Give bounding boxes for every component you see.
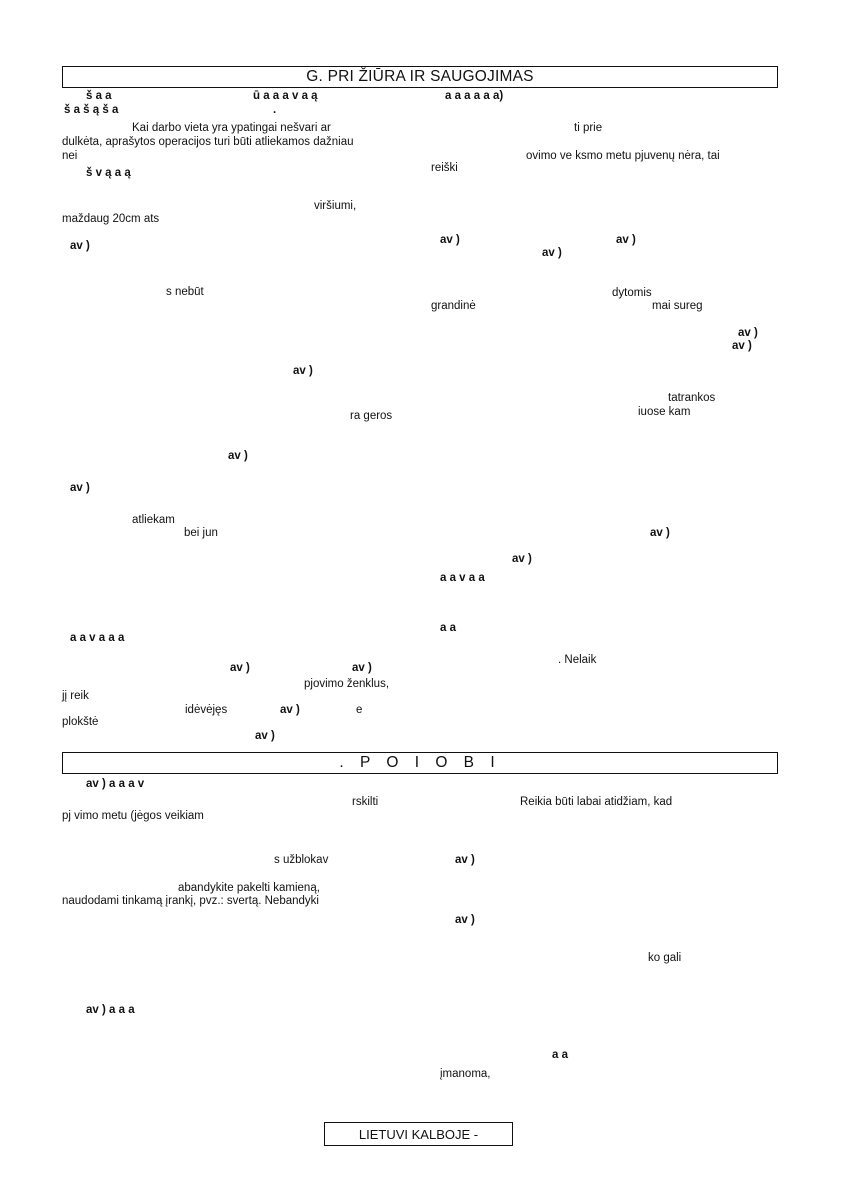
text-fragment: av ) — [455, 854, 475, 866]
text-fragment: dulkėta, aprašytos operacijos turi būti atliekamos dažniau — [62, 136, 354, 148]
text-fragment: ko gali — [648, 952, 682, 964]
text-fragment: av ) — [255, 730, 275, 742]
text-fragment: e — [356, 704, 363, 716]
text-fragment: a a a a a a) — [445, 90, 504, 102]
text-fragment: iuose kam — [638, 406, 691, 418]
text-fragment: av ) — [230, 662, 250, 674]
text-fragment: Kai darbo vieta yra ypatingai nešvari ar — [132, 122, 331, 134]
text-fragment: bei jun — [184, 527, 218, 539]
text-fragment: nei — [62, 150, 78, 162]
text-fragment: av ) — [70, 482, 90, 494]
text-fragment: ra geros — [350, 410, 393, 422]
section-h-heading — [62, 752, 778, 774]
text-fragment: tatrankos — [668, 392, 716, 404]
text-fragment: s nebūt — [166, 286, 204, 298]
section-h-title: . P O I O B I — [339, 754, 501, 771]
text-fragment: pj vimo metu (jėgos veikiam — [62, 810, 204, 822]
text-fragment: ovimo ve ksmo metu pjuvenų nėra, tai — [526, 150, 720, 162]
text-fragment: reiški — [431, 162, 458, 174]
text-fragment: av ) — [280, 704, 300, 716]
text-fragment: av ) — [228, 450, 248, 462]
text-fragment: ū a a a v a ą — [253, 90, 318, 102]
text-fragment: av ) — [732, 340, 752, 352]
text-fragment: pjovimo ženklus, — [304, 678, 390, 690]
text-fragment: av ) — [440, 234, 460, 246]
text-fragment: av ) — [352, 662, 372, 674]
text-fragment: av ) — [650, 527, 670, 539]
text-fragment: abandykite pakelti kamieną, — [178, 882, 320, 894]
text-fragment: av ) — [512, 553, 532, 565]
text-fragment: Reikia būti labai atidžiam, kad — [520, 796, 673, 808]
text-fragment: a a — [440, 622, 456, 634]
text-fragment: mai sureg — [652, 300, 703, 312]
footer-language-label — [324, 1122, 513, 1146]
text-fragment: įmanoma, — [440, 1068, 491, 1080]
text-fragment: s užblokav — [274, 854, 329, 866]
text-fragment: a a v a a a — [70, 632, 125, 644]
text-fragment: plokštė — [62, 716, 99, 728]
text-fragment: av ) a a a — [86, 1004, 135, 1016]
text-fragment: av ) — [542, 247, 562, 259]
text-fragment: . — [273, 104, 277, 116]
text-fragment: av ) — [738, 327, 758, 339]
text-fragment: a a v a a — [440, 572, 485, 584]
text-fragment: maždaug 20cm ats — [62, 213, 160, 225]
text-fragment: viršiumi, — [314, 200, 357, 212]
text-fragment: av ) — [616, 234, 636, 246]
text-fragment: av ) — [70, 240, 90, 252]
text-fragment: av ) — [455, 914, 475, 926]
text-fragment: š a a — [86, 90, 112, 102]
text-fragment: dytomis — [612, 287, 652, 299]
text-fragment: av ) — [293, 365, 313, 377]
section-g-title: G. PRI ŽIŪRA IR SAUGOJIMAS — [306, 68, 534, 85]
text-fragment: idėvėjęs — [185, 704, 228, 716]
text-fragment: rskilti — [352, 796, 379, 808]
text-fragment: jį reik — [62, 690, 89, 702]
text-fragment: ti prie — [574, 122, 603, 134]
text-fragment: grandinė — [431, 300, 476, 312]
text-fragment: a a — [552, 1049, 568, 1061]
text-fragment: š v ą a ą — [86, 167, 131, 179]
text-fragment: av ) a a a v — [86, 778, 145, 790]
text-fragment: naudodami tinkamą įrankį, pvz.: svertą. Nebandyki — [62, 895, 319, 907]
text-fragment: atliekam — [132, 514, 175, 526]
text-fragment: . Nelaik — [558, 654, 597, 666]
footer-text: LIETUVI KALBOJE - — [358, 1126, 479, 1142]
text-fragment: š a š ą š a — [64, 104, 119, 116]
section-g-heading — [62, 66, 778, 88]
